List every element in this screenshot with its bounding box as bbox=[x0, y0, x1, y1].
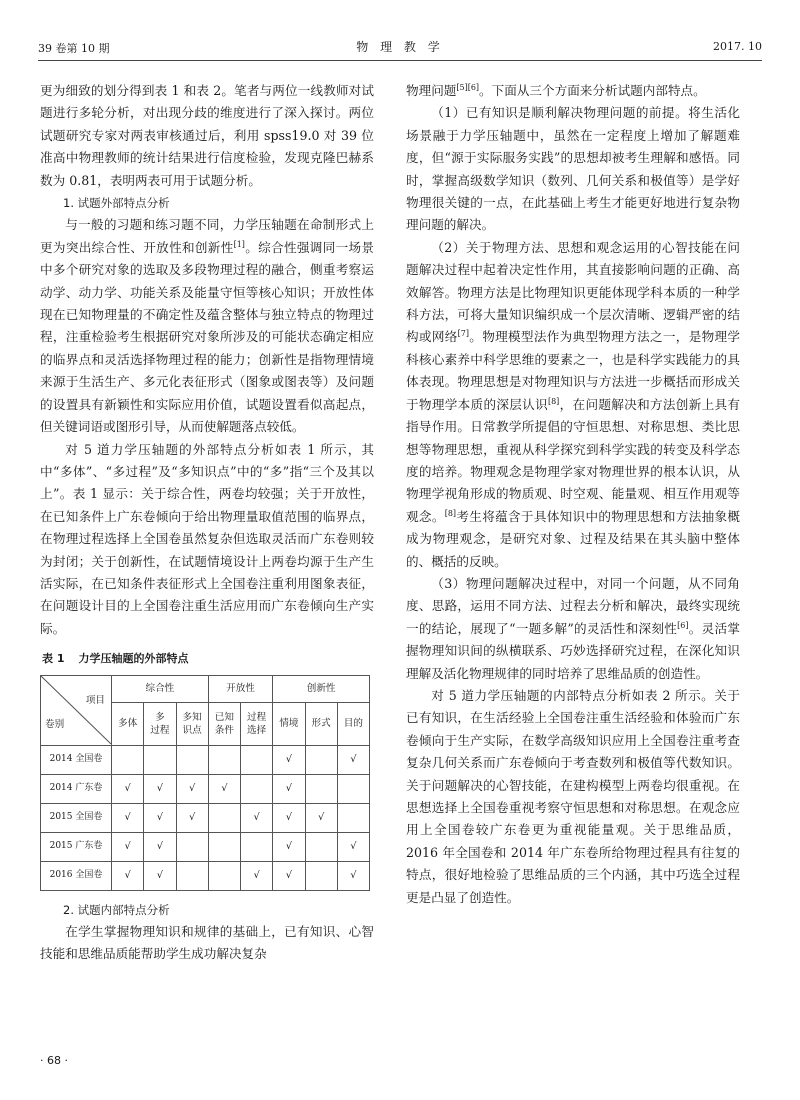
table-row bbox=[41, 832, 370, 861]
paragraph: （1）已有知识是顺利解决物理问题的前提。将生活化场景融于力学压轴题中，虽然在一定程度上增加了解题难度，但“源于实际服务实践”的思想却被考生理解和感悟。同时，掌握高级数学知识（数列、几何关系和极值等）是学好物理很关键的一点，在此基础上考生才能更好地进行复杂物理问题的解决。 bbox=[406, 105, 740, 233]
table-cell bbox=[305, 745, 337, 774]
table-1 bbox=[40, 675, 370, 891]
table-cell bbox=[305, 774, 337, 803]
citation: [5][6] bbox=[456, 82, 480, 92]
citation: [6] bbox=[677, 620, 689, 630]
paragraph: 对 5 道力学压轴题的外部特点分析如表 1 所示，其中“多体”、“多过程”及“多知识点”中的“多”指“三个及其以上”。表 1 显示：关于综合性，两卷均较强；关于开放性，在已知条件上广东卷倾向于给出物理量取值范围的临界点，在物理过程选择上全国卷虽然复杂但选取灵活而广东卷则较为封闭；关于创新性，在试题情境设计上两卷均源于生产生活实际，在已知条件表征形式上全国卷注重利用图象表征，在问题设计目的上全国卷注重生活应用而广东卷倾向生产实际。 bbox=[40, 441, 374, 636]
column-header: 情境 bbox=[273, 702, 305, 745]
running-header bbox=[38, 38, 762, 61]
table-cell: √ bbox=[144, 774, 176, 803]
row-header: 2016 全国卷 bbox=[41, 861, 112, 890]
table-cell: √ bbox=[112, 803, 144, 832]
table-row bbox=[41, 745, 370, 774]
paragraph: 与一般的习题和练习题不同，力学压轴题在命制形式上更为突出综合性、开放性和创新性[1]。综合性强调同一场景中多个研究对象的选取及多段物理过程的融合，侧重考察运动学、动力学、功能关系及能量守恒等核心知识；开放性体现在已知物理量的不确定性及蕴含整体与独立特点的物理过程，注重检验考生根据研究对象所涉及的可能状态确定相应的临界点和灵活选择物理过程的能力；创新性是指物理情境来源于生活生产、多元化表征形式（图象或图表等）及问题的设置具有新颖性和实际应用价值，试题设置看似高起点，但关键词语或图形引导，从而使解题落点较低。 bbox=[40, 217, 374, 435]
citation: [7] bbox=[457, 329, 469, 339]
column-header: 形式 bbox=[305, 702, 337, 745]
table-cell bbox=[176, 745, 208, 774]
table-cell bbox=[241, 832, 273, 861]
table-cell bbox=[176, 832, 208, 861]
table-cell: √ bbox=[176, 803, 208, 832]
issue-date: 2017. 10 bbox=[713, 40, 762, 53]
row-header: 2014 广东卷 bbox=[41, 774, 112, 803]
issue-label: 39 卷第 10 期 bbox=[38, 42, 110, 55]
table-cell: √ bbox=[144, 832, 176, 861]
table-cell bbox=[144, 745, 176, 774]
table-cell bbox=[305, 861, 337, 890]
table-cell: √ bbox=[112, 861, 144, 890]
group-header: 综合性 bbox=[112, 675, 209, 702]
column-header: 过程 选择 bbox=[241, 702, 273, 745]
paragraph: 在学生掌握物理知识和规律的基础上，已有知识、心智技能和思维品质能帮助学生成功解决复杂 bbox=[40, 923, 374, 962]
table-cell bbox=[208, 745, 240, 774]
table-cell: √ bbox=[112, 774, 144, 803]
section-heading: 2. 试题内部特点分析 bbox=[63, 902, 170, 917]
column-header: 多知 识点 bbox=[176, 702, 208, 745]
column-header: 已知 条件 bbox=[208, 702, 240, 745]
paragraph: 更为细致的划分得到表 1 和表 2。笔者与两位一线教师对试题进行多轮分析，对出现分歧的维度进行了深入探讨。两位试题研究专家对两表审核通过后，利用 spss19.0 对 39 位准高中物理教师的统计结果进行信度检验，发现克隆巴赫系数为 0.81，表明两表可用于试题分析。 bbox=[40, 83, 374, 188]
left-column bbox=[40, 80, 374, 966]
table-cell bbox=[208, 861, 240, 890]
table-cell: √ bbox=[273, 745, 305, 774]
paragraph: 对 5 道力学压轴题的内部特点分析如表 2 所示。关于已有知识，在生活经验上全国卷注重生活经验和体验而广东卷倾向于生产实际，在数学高级知识应用上全国卷注重考查复杂几何关系而广东卷倾向于考查数列和极值等代数知识。关于问题解决的心智技能，在建构模型上两卷均很重视。在思想选择上全国卷重视考察守恒思想和对称思想。在观念应用上全国卷较广东卷更为重视能量观。关于思维品质，2016 年全国卷和 2014 年广东卷所给物理过程具有往复的特点，很好地检验了思维品质的三个内涵，其中巧选全过程更是凸显了创造性。 bbox=[406, 687, 740, 905]
right-column bbox=[406, 80, 740, 909]
table-row bbox=[41, 774, 370, 803]
section-heading: 1. 试题外部特点分析 bbox=[63, 196, 170, 211]
citation: [8] bbox=[444, 508, 457, 518]
table-cell: √ bbox=[273, 832, 305, 861]
table-cell: √ bbox=[144, 861, 176, 890]
table-cell: √ bbox=[273, 774, 305, 803]
column-header: 目的 bbox=[337, 702, 369, 745]
row-header: 2015 全国卷 bbox=[41, 803, 112, 832]
group-header: 创新性 bbox=[273, 675, 370, 702]
table-row bbox=[41, 803, 370, 832]
table-cell bbox=[305, 832, 337, 861]
table-cell: √ bbox=[337, 745, 369, 774]
table-cell bbox=[112, 745, 144, 774]
paragraph: （2）关于物理方法、思想和观念运用的心智技能在问题解决过程中起着决定性作用，其直接影响问题的正确、高效解答。物理方法是比物理知识更能体现学科本质的一种学科方法，可将大量知识编织成一个层次清晰、逻辑严密的结构或网络[7]。物理模型法作为典型物理方法之一，是物理学科核心素养中科学思维的要素之一，也是科学实践能力的具体表现。物理思想是对物理知识与方法进一步概括而形成关于物理学本质的深层认识[8]，在问题解决和方法创新上具有指导作用。日常教学所提倡的守恒思想、对称思想、类比思想等物理思想，重视从科学探究到科学实践的转变及科学态度的培养。物理观念是物理学家对物理世界的根本认识，从物理学视角形成的物质观、时空观、能量观、相互作用观等观念。[8]考生将蕴含于具体知识中的物理思想和方法抽象概成为物理观念，是研究对象、过程及结果在其头脑中整体的、概括的反映。 bbox=[406, 239, 740, 569]
table-cell bbox=[176, 861, 208, 890]
table-cell bbox=[241, 774, 273, 803]
paragraph: 物理问题[5][6]。下面从三个方面来分析试题内部特点。 bbox=[406, 82, 706, 98]
paragraph: （3）物理问题解决过程中，对同一个问题，从不同角度、思路，运用不同方法、过程去分析和解决，最终实现统一的结论，展现了“一题多解”的灵活性和深刻性[6]。灵活掌握物理知识间的纵横联系、巧妙选择研究过程，在深化知识理解及活化物理规律的同时培养了思维品质的创造性。 bbox=[406, 575, 740, 681]
table-cell: √ bbox=[241, 803, 273, 832]
page-number: · 68 · bbox=[40, 1054, 68, 1067]
column-header: 多 过程 bbox=[144, 702, 176, 745]
row-header: 2014 全国卷 bbox=[41, 745, 112, 774]
row-header: 2015 广东卷 bbox=[41, 832, 112, 861]
table-cell bbox=[337, 803, 369, 832]
citation: [8] bbox=[547, 396, 560, 406]
group-header: 开放性 bbox=[208, 675, 273, 702]
table-cell: √ bbox=[337, 861, 369, 890]
table-cell bbox=[337, 774, 369, 803]
table-cell bbox=[208, 803, 240, 832]
table-row bbox=[41, 861, 370, 890]
table-cell: √ bbox=[337, 832, 369, 861]
table-caption: 表 1 力学压轴题的外部特点 bbox=[42, 652, 189, 666]
table-cell: √ bbox=[144, 803, 176, 832]
journal-title: 物 理 教 学 bbox=[356, 40, 444, 54]
table-corner-cell: 项目 卷别 bbox=[41, 675, 112, 745]
table-cell: √ bbox=[241, 861, 273, 890]
table-cell: √ bbox=[273, 803, 305, 832]
column-header: 多体 bbox=[112, 702, 144, 745]
table-cell bbox=[241, 745, 273, 774]
table-cell: √ bbox=[176, 774, 208, 803]
table-cell bbox=[208, 832, 240, 861]
table-cell: √ bbox=[112, 832, 144, 861]
table-cell: √ bbox=[273, 861, 305, 890]
citation: [1] bbox=[233, 239, 245, 249]
table-cell: √ bbox=[208, 774, 240, 803]
table-cell: √ bbox=[305, 803, 337, 832]
